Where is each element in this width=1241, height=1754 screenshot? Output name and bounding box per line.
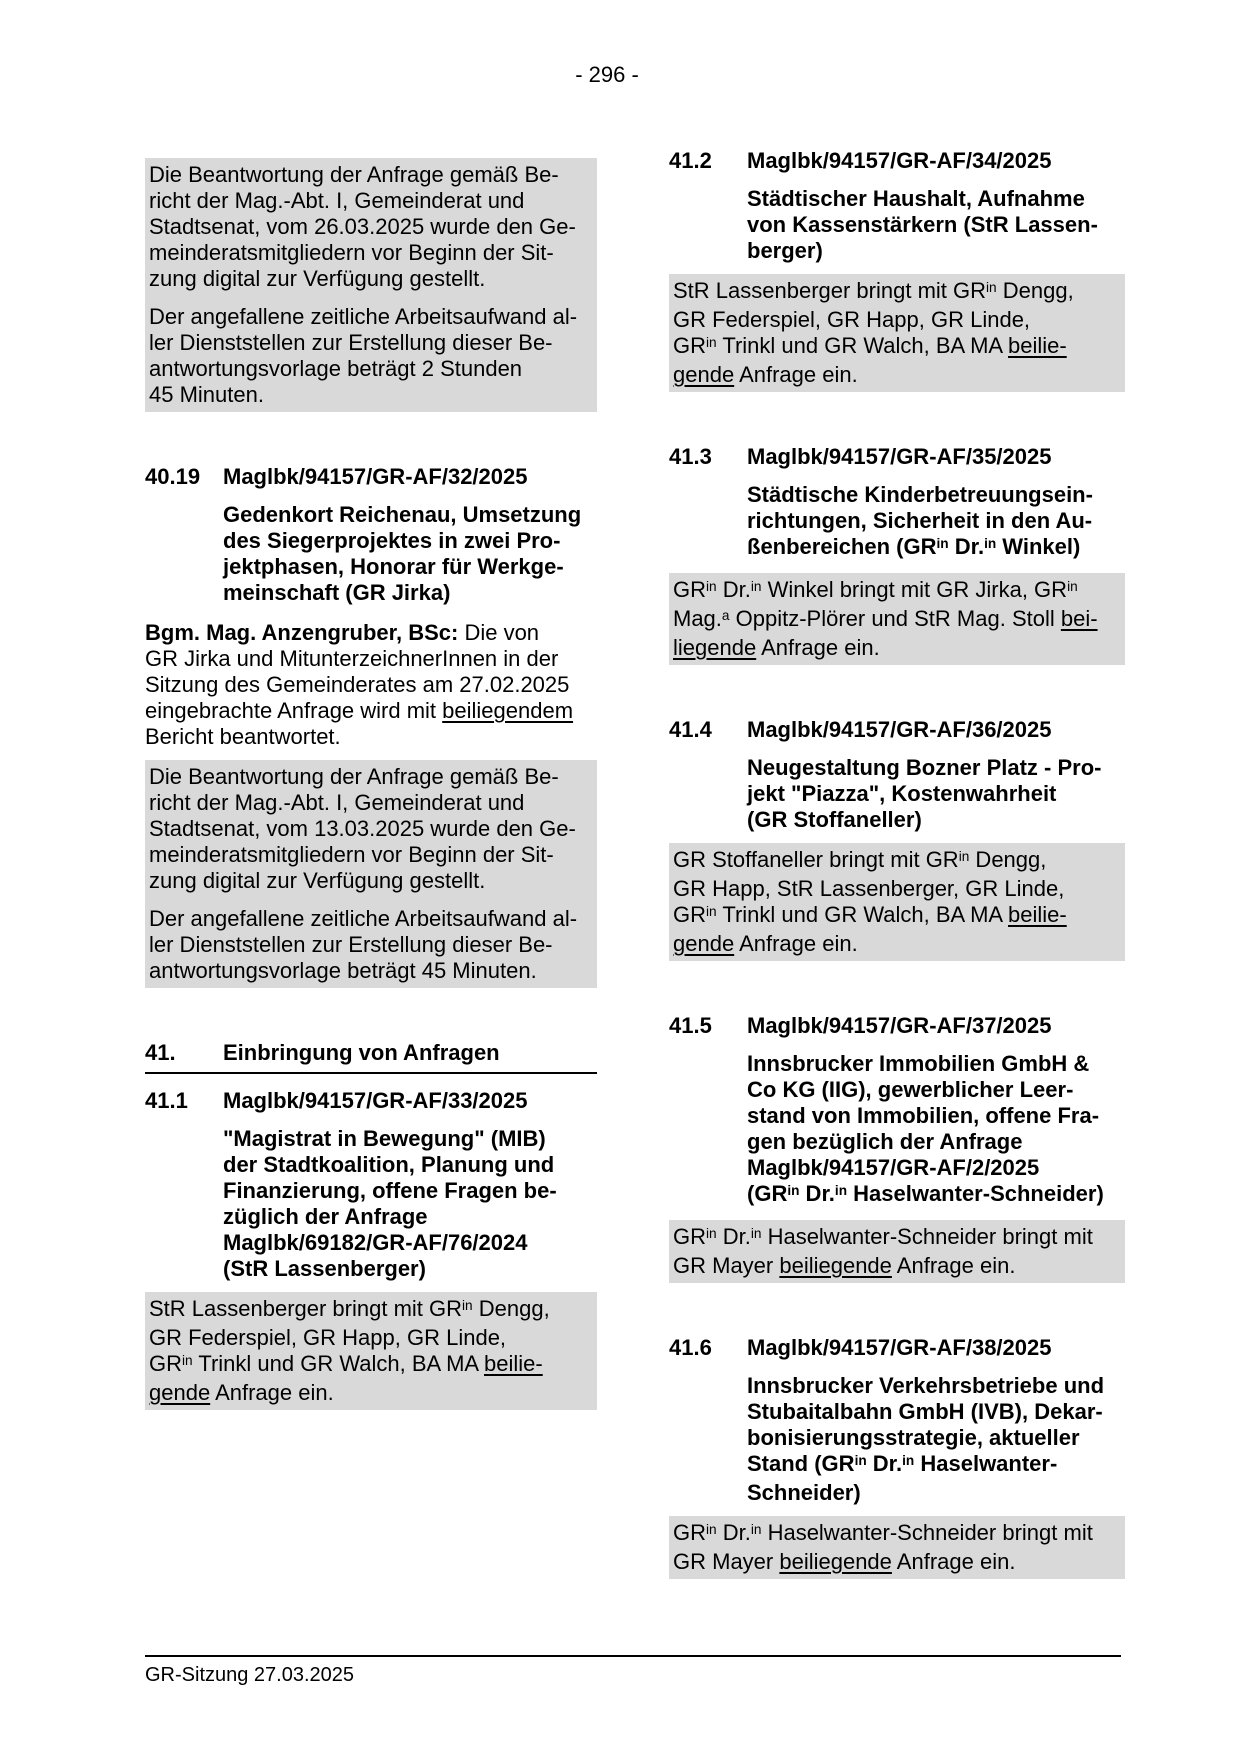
title-line: Neugestaltung Bozner Platz - Pro- <box>747 755 1102 780</box>
text-run: Trinkl und GR Walch, BA MA <box>716 333 1009 358</box>
highlight-paragraph <box>149 162 593 292</box>
title-line <box>747 1181 1125 1210</box>
text-run: in <box>854 1452 867 1468</box>
highlight-block <box>669 274 1125 392</box>
paragraph-line: antwortungsvorlage beträgt 45 Minuten. <box>149 958 537 983</box>
text-run: GR <box>673 1224 706 1249</box>
paragraph-line: zung digital zur Verfügung gestellt. <box>149 266 486 291</box>
section-title <box>747 186 1125 264</box>
paragraph-line <box>673 847 1121 876</box>
text-run: in <box>834 1182 848 1198</box>
paragraph-line <box>673 1520 1121 1549</box>
text-run: Dengg, <box>472 1296 550 1321</box>
text-run: GR <box>673 333 706 358</box>
paragraph-line <box>145 620 597 646</box>
text-run: StR Lassenberger bringt mit GR <box>673 278 987 303</box>
text-run: in <box>706 578 717 594</box>
text-run: Trinkl und GR Walch, BA MA <box>192 1351 485 1376</box>
paragraph-line <box>673 1253 1121 1279</box>
text-run: Dr. <box>716 1224 751 1249</box>
text-run: beiliegende <box>779 1253 892 1278</box>
title-line: jektphasen, Honorar für Werkge- <box>223 554 564 579</box>
title-line: Finanzierung, offene Fragen be- <box>223 1178 557 1203</box>
text-run: GR Mayer <box>673 1549 780 1574</box>
text-run: eingebrachte Anfrage wird mit <box>145 698 443 723</box>
text-run: GR <box>149 1351 182 1376</box>
highlight-paragraph <box>673 1224 1121 1279</box>
section-reference: Maglbk/94157/GR-AF/33/2025 <box>223 1088 528 1113</box>
section-reference: Maglbk/94157/GR-AF/34/2025 <box>747 148 1052 173</box>
paragraph-line <box>149 1351 593 1380</box>
section-heading <box>669 1335 1125 1361</box>
highlight-block <box>145 158 597 412</box>
highlight-block <box>145 1292 597 1410</box>
text-run: Winkel bringt mit GR Jirka, GR <box>761 577 1068 602</box>
text-run: Dengg, <box>996 278 1074 303</box>
highlight-block <box>669 1516 1125 1579</box>
text-run: in <box>984 535 997 551</box>
section-number: 41.1 <box>145 1088 188 1113</box>
title-line: berger) <box>747 238 823 263</box>
text-run: in <box>750 1521 762 1537</box>
text-run: Anfrage ein. <box>891 1549 1016 1574</box>
text-run: in <box>706 903 717 919</box>
text-run: gende <box>673 362 735 387</box>
text-run: gende <box>149 1380 211 1405</box>
paragraph-line: GR Federspiel, GR Happ, GR Linde, <box>673 307 1031 332</box>
paragraph-line: Der angefallene zeitliche Arbeitsaufwand al- <box>149 906 578 931</box>
text-run: GR Mayer <box>673 1253 780 1278</box>
section-number: 41.6 <box>669 1335 712 1360</box>
text-run: Anfrage ein. <box>734 362 858 387</box>
text-run: Dr. <box>716 1520 751 1545</box>
text-run: in <box>936 535 949 551</box>
text-run: in <box>958 848 970 864</box>
text-run: in <box>750 1225 762 1241</box>
text-run: beilie- <box>1008 902 1067 927</box>
page-footer <box>145 1655 1121 1687</box>
body-paragraph <box>145 620 597 750</box>
title-line: von Kassenstärkern (StR Lassen- <box>747 212 1098 237</box>
text-run: Anfrage ein. <box>734 931 858 956</box>
section-title <box>747 1373 1125 1506</box>
text-run: Anfrage ein. <box>891 1253 1016 1278</box>
text-run: Anfrage ein. <box>756 635 880 660</box>
paragraph-line: 45 Minuten. <box>149 382 264 407</box>
section-heading <box>669 148 1125 174</box>
paragraph-line <box>673 902 1121 931</box>
right-column <box>669 148 1125 1579</box>
text-run: in <box>1067 578 1078 594</box>
text-run: Dengg, <box>969 847 1047 872</box>
text-run: in <box>986 279 997 295</box>
text-run: Bgm. Mag. Anzengruber, BSc: <box>145 620 459 645</box>
highlight-paragraph <box>673 847 1121 957</box>
title-line: Innsbrucker Immobilien GmbH & <box>747 1051 1090 1076</box>
section-number: 41.5 <box>669 1013 712 1038</box>
paragraph-line <box>149 1380 593 1406</box>
text-run: Mag. <box>673 606 722 631</box>
text-run: in <box>462 1297 473 1313</box>
title-line: gen bezüglich der Anfrage <box>747 1129 1023 1154</box>
text-run: Trinkl und GR Walch, BA MA <box>716 902 1009 927</box>
text-run: in <box>787 1182 800 1198</box>
paragraph-line <box>673 931 1121 957</box>
paragraph-line: GR Jirka und MitunterzeichnerInnen in der <box>145 646 559 671</box>
paragraph-line <box>673 1224 1121 1253</box>
title-line: Städtischer Haushalt, Aufnahme <box>747 186 1085 211</box>
title-line: Stubaitalbahn GmbH (IVB), Dekar- <box>747 1399 1103 1424</box>
title-line: der Stadtkoalition, Planung und <box>223 1152 555 1177</box>
text-run: (GR <box>747 1181 788 1206</box>
section-title <box>747 1051 1125 1210</box>
title-line: züglich der Anfrage <box>223 1204 428 1229</box>
text-run: ßenbereichen (GR <box>747 534 937 559</box>
left-column <box>145 148 597 1410</box>
text-run: Dr. <box>866 1451 903 1476</box>
highlight-paragraph <box>149 764 593 894</box>
paragraph-line: antwortungsvorlage beträgt 2 Stunden <box>149 356 523 381</box>
text-run: GR <box>673 577 706 602</box>
text-run: Stand (GR <box>747 1451 855 1476</box>
text-run: Haselwanter-Schneider bringt mit <box>761 1520 1093 1545</box>
highlight-block <box>669 1220 1125 1283</box>
text-run: in <box>706 334 717 350</box>
title-line: Städtische Kinderbetreuungsein- <box>747 482 1093 507</box>
title-line: stand von Immobilien, offene Fra- <box>747 1103 1100 1128</box>
section-heading <box>145 1040 597 1074</box>
section-reference: Maglbk/94157/GR-AF/32/2025 <box>223 464 528 489</box>
text-run: Dr. <box>799 1181 835 1206</box>
text-run: GR <box>673 902 706 927</box>
title-line <box>747 1451 1125 1480</box>
section-number: 41.3 <box>669 444 712 469</box>
text-run: GR <box>673 1520 706 1545</box>
section-title <box>747 755 1125 833</box>
paragraph-line: GR Happ, StR Lassenberger, GR Linde, <box>673 876 1065 901</box>
title-line: (GR Stoffaneller) <box>747 807 922 832</box>
section-reference: Maglbk/94157/GR-AF/35/2025 <box>747 444 1052 469</box>
paragraph-line <box>673 278 1121 307</box>
highlight-paragraph <box>673 278 1121 388</box>
text-run: beilie- <box>1008 333 1067 358</box>
paragraph-line: Sitzung des Gemeinderates am 27.02.2025 <box>145 672 570 697</box>
title-line: (StR Lassenberger) <box>223 1256 426 1281</box>
paragraph-line: richt der Mag.-Abt. I, Gemeinderat und <box>149 790 525 815</box>
section-number: 41.2 <box>669 148 712 173</box>
title-line: "Magistrat in Bewegung" (MIB) <box>223 1126 546 1151</box>
title-line: Gedenkort Reichenau, Umsetzung <box>223 502 582 527</box>
section-title <box>747 482 1125 563</box>
highlight-block <box>145 760 597 988</box>
title-line: des Siegerprojektes in zwei Pro- <box>223 528 561 553</box>
text-run: Anfrage ein. <box>210 1380 334 1405</box>
text-run: beiliegendem <box>442 698 574 723</box>
highlight-paragraph <box>149 1296 593 1406</box>
paragraph-line: Stadtsenat, vom 13.03.2025 wurde den Ge- <box>149 816 576 841</box>
section-reference: Einbringung von Anfragen <box>223 1040 500 1065</box>
section-heading <box>669 717 1125 743</box>
paragraph-line <box>673 606 1121 635</box>
paragraph-line <box>149 1296 593 1325</box>
paragraph-line: meinderatsmitgliedern vor Beginn der Sit- <box>149 842 554 867</box>
text-run: GR Stoffaneller bringt mit GR <box>673 847 959 872</box>
paragraph-line: Der angefallene zeitliche Arbeitsaufwand al- <box>149 304 578 329</box>
text-run: in <box>706 1225 717 1241</box>
section-number: 40.19 <box>145 464 201 489</box>
section-title <box>223 502 597 606</box>
paragraph-line: zung digital zur Verfügung gestellt. <box>149 868 486 893</box>
paragraph-line <box>673 362 1121 388</box>
title-line: Maglbk/69182/GR-AF/76/2024 <box>223 1230 528 1255</box>
text-run: in <box>902 1452 915 1468</box>
text-run: liegende <box>673 635 757 660</box>
title-line: Co KG (IIG), gewerblicher Leer- <box>747 1077 1074 1102</box>
text-run: Dr. <box>948 534 985 559</box>
highlight-paragraph <box>673 577 1121 661</box>
text-run: in <box>706 1521 717 1537</box>
section-reference: Maglbk/94157/GR-AF/38/2025 <box>747 1335 1052 1360</box>
section-heading <box>669 1013 1125 1039</box>
title-line <box>747 534 1125 563</box>
text-run: Winkel) <box>996 534 1081 559</box>
section-reference: Maglbk/94157/GR-AF/36/2025 <box>747 717 1052 742</box>
title-line: Maglbk/94157/GR-AF/2/2025 <box>747 1155 1040 1180</box>
paragraph-line <box>673 577 1121 606</box>
paragraph-line: ler Dienststellen zur Erstellung dieser Be- <box>149 330 553 355</box>
text-run: gende <box>673 931 735 956</box>
title-line: meinschaft (GR Jirka) <box>223 580 451 605</box>
text-run: Die von <box>458 620 540 645</box>
paragraph-line <box>673 1549 1121 1575</box>
paragraph-line: GR Federspiel, GR Happ, GR Linde, <box>149 1325 507 1350</box>
text-run: beilie- <box>484 1351 543 1376</box>
text-run: Dr. <box>716 577 751 602</box>
page-number: - 296 - <box>575 62 639 87</box>
section-title <box>223 1126 597 1282</box>
highlight-paragraph <box>673 1520 1121 1575</box>
paragraph-line: richt der Mag.-Abt. I, Gemeinderat und <box>149 188 525 213</box>
text-run: in <box>750 578 762 594</box>
title-line: Schneider) <box>747 1480 861 1505</box>
paragraph-line: Die Beantwortung der Anfrage gemäß Be- <box>149 764 559 789</box>
paragraph-line: ler Dienststellen zur Erstellung dieser Be- <box>149 932 553 957</box>
highlight-block <box>669 843 1125 961</box>
text-run: StR Lassenberger bringt mit GR <box>149 1296 463 1321</box>
paragraph-line: meinderatsmitgliedern vor Beginn der Sit- <box>149 240 554 265</box>
title-line: Innsbrucker Verkehrsbetriebe und <box>747 1373 1105 1398</box>
text-run: Haselwanter- <box>914 1451 1058 1476</box>
section-number: 41.4 <box>669 717 712 742</box>
highlight-block <box>669 573 1125 665</box>
title-line: richtungen, Sicherheit in den Au- <box>747 508 1093 533</box>
highlight-paragraph <box>149 304 593 408</box>
section-number: 41. <box>145 1040 176 1065</box>
paragraph-line: Stadtsenat, vom 26.03.2025 wurde den Ge- <box>149 214 576 239</box>
section-heading <box>145 464 597 490</box>
paragraph-line <box>145 698 597 724</box>
highlight-paragraph <box>149 906 593 984</box>
text-run: Oppitz-Plörer und StR Mag. Stoll <box>729 606 1061 631</box>
text-run: bei- <box>1060 606 1098 631</box>
section-heading <box>145 1088 597 1114</box>
section-heading <box>669 444 1125 470</box>
paragraph-line <box>673 333 1121 362</box>
paragraph-line <box>673 635 1121 661</box>
paragraph-line: Bericht beantwortet. <box>145 724 341 749</box>
title-line: bonisierungsstrategie, aktueller <box>747 1425 1080 1450</box>
paragraph-line: Die Beantwortung der Anfrage gemäß Be- <box>149 162 559 187</box>
text-run: Haselwanter-Schneider bringt mit <box>761 1224 1093 1249</box>
text-run: in <box>182 1352 193 1368</box>
title-line: jekt "Piazza", Kostenwahrheit <box>747 781 1057 806</box>
text-run: beiliegende <box>779 1549 892 1574</box>
footer-text: GR-Sitzung 27.03.2025 <box>145 1664 355 1686</box>
section-reference: Maglbk/94157/GR-AF/37/2025 <box>747 1013 1052 1038</box>
text-run: Haselwanter-Schneider) <box>847 1181 1104 1206</box>
text-run: a <box>721 607 730 623</box>
